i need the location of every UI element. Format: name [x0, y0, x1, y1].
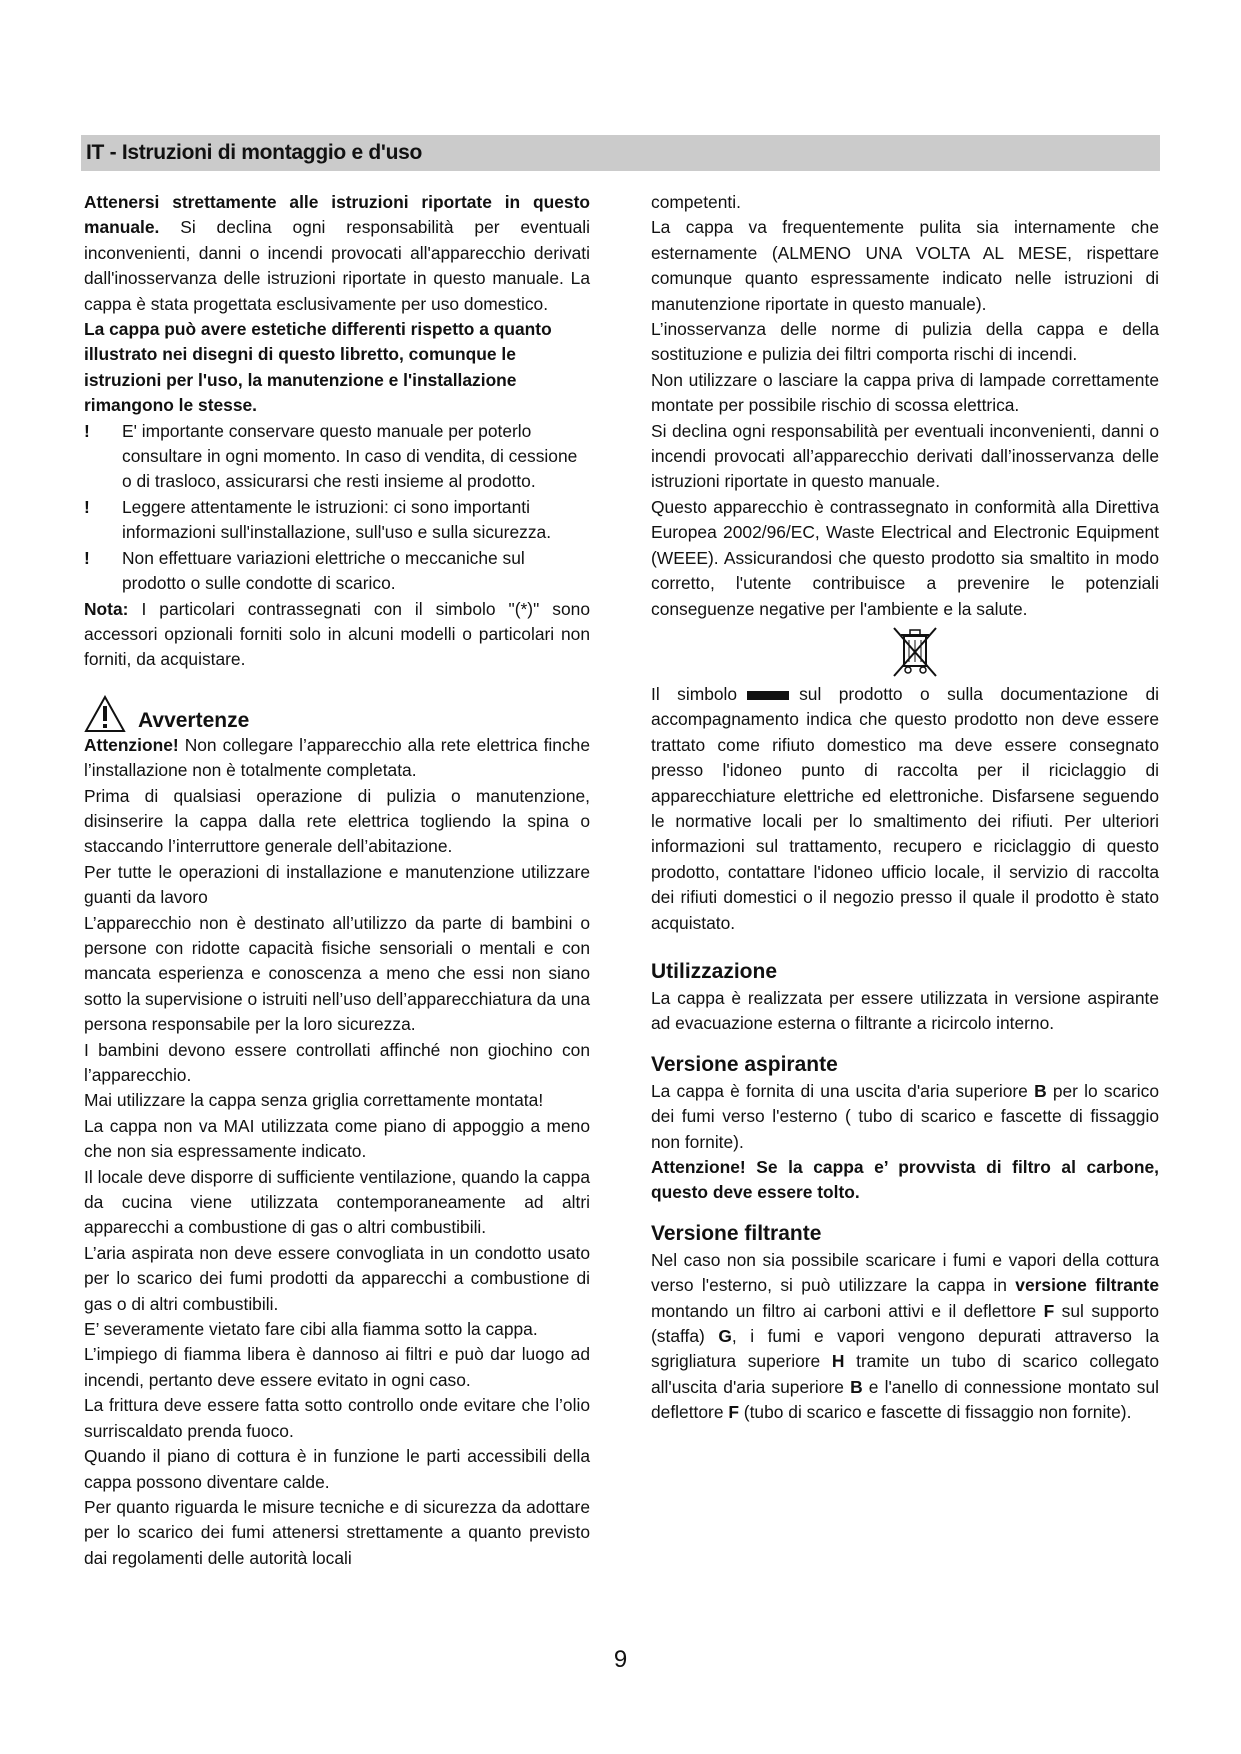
exclamation-icon: ! [84, 496, 90, 517]
filtrante-text-4: , i fumi e vapori vengono depurati attraverso la sgrigliatura superiore [651, 1326, 1160, 1372]
warning-title: Avvertenze [138, 708, 250, 732]
warning-item: L’aria aspirata non deve essere convogliata in un condotto usato per lo scarico dei fumi prodotti da apparecchi a combustione di gas o di altri combustibili. [84, 1242, 590, 1314]
filtrante-title: Versione filtrante [651, 1221, 822, 1245]
attention-text: Non collegare l’apparecchio alla rete elettrica finche l’installazione non è totalmente completata. [84, 734, 590, 781]
right-paragraph: Questo apparecchio è contrassegnato in conformità alla Direttiva Europea 2002/96/EC, Waste Electrical and Electronic Equipment (WEEE). Assicurandosi che questo prodotto sia smaltito in modo corretto, l'utente contribuisce a prevenire le potenziali conseguenze negative per l'ambiente e la salute. [651, 496, 1159, 619]
attention-label: Attenzione! [84, 734, 179, 755]
filtrante-text-3: sul supporto (staffa) [651, 1300, 1159, 1347]
aesthetic-note: La cappa può avere estetiche differenti rispetto a quanto illustrato nei disegni di questo libretto, comunque le istruzioni per l'uso, la manutenzione e l'installazione rimangono le stesse. [84, 319, 552, 416]
warning-item: L’apparecchio non è destinato all’utilizzo da parte di bambini o persone con ridotte capacità fisiche sensoriali o mentali e con mancata esperienza e conoscenza a meno che essi non siano sotto la supervisione o istruiti nell’uso dell’apparecchiatura da una persona responsabile per la loro sicurezza. [84, 912, 590, 1035]
usage-title: Utilizzazione [651, 959, 778, 983]
symbol-paragraph [651, 682, 1159, 936]
label-f: F [728, 1402, 739, 1423]
warning-item: Per quanto riguarda le misure tecniche e di sicurezza da adottare per lo scarico dei fumi attenersi strettamente a quanto previsto dai regolamenti delle autorità locali [84, 1496, 590, 1568]
continuation-text: competenti. [651, 192, 741, 212]
filtrante-text-6: e l'anello di connessione montato sul deflettore [651, 1376, 1159, 1423]
bullet-item [84, 419, 590, 495]
label-b: B [850, 1376, 863, 1397]
attention-paragraph [84, 733, 590, 784]
filtrante-text-1: Nel caso non sia possibile scaricare i fumi e vapori della cottura verso l'esterno, si può utilizzare la cappa in [651, 1249, 1159, 1296]
bullet-item [84, 546, 590, 597]
warning-item: E’ severamente vietato fare cibi alla fiamma sotto la cappa. [84, 1319, 538, 1340]
filtrante-text [651, 1248, 1159, 1426]
right-paragraph: L’inosservanza delle norme di pulizia della cappa e della sostituzione e pulizia dei filtri comporta rischi di incendi. [651, 319, 1159, 365]
warning-item: Quando il piano di cottura è in funzione le parti accessibili della cappa possono diventare calde. [84, 1446, 590, 1492]
aspirante-text-1: La cappa è fornita di una uscita d'aria superiore [651, 1080, 1035, 1101]
label-versione-filtrante: versione filtrante [1015, 1275, 1159, 1296]
warning-item: La cappa non va MAI utilizzata come piano di appoggio a meno che non sia espressamente indicato. [84, 1115, 590, 1162]
right-paragraph: Si declina ogni responsabilità per eventuali inconvenienti, danni o incendi provocati all’apparecchio derivati dall’inosservanza delle istruzioni riportate in questo manuale. [651, 420, 1159, 492]
warning-item: Mai utilizzare la cappa senza griglia correttamente montata! [84, 1090, 544, 1111]
exclamation-icon: ! [84, 420, 90, 441]
right-column [651, 190, 1159, 1426]
intro-bold: Attenersi strettamente alle istruzioni riportate in questo manuale. [84, 192, 590, 238]
page-number: 9 [613, 1646, 628, 1673]
usage-text: La cappa è realizzata per essere utilizzata in versione aspirante ad evacuazione esterna o filtrante a ricircolo interno. [651, 987, 1159, 1034]
bullet-item [84, 495, 590, 546]
black-bar-icon [747, 691, 789, 700]
crossed-bin-icon [890, 626, 940, 680]
bullet-text: E' importante conservare questo manuale per poterlo consultare in ogni momento. In caso di vendita, di cessione o di trasloco, assicurarsi che resti insieme al prodotto. [122, 420, 578, 492]
aspirante-attention: Attenzione! Se la cappa e’ provvista di filtro al carbone, questo deve essere tolto. [651, 1157, 1159, 1203]
nota-text: I particolari contrassegnati con il simbolo "(*)" sono accessori opzionali forniti solo in alcuni modelli o particolari non forniti, da acquistare. [84, 598, 590, 670]
left-column [84, 190, 590, 1571]
warning-item: I bambini devono essere controllati affinché non giochino con l’apparecchio. [84, 1039, 590, 1085]
aspirante-text-2: per lo scarico dei fumi verso l'esterno ( tubo di scarico e fascette di fissaggio non fornite). [651, 1080, 1159, 1152]
warning-item: Per tutte le operazioni di installazione e manutenzione utilizzare guanti da lavoro [84, 861, 590, 908]
right-paragraph: Non utilizzare o lasciare la cappa priva di lampade correttamente montate per possibile rischio di scossa elettrica. [651, 369, 1159, 416]
warning-item: La frittura deve essere fatta sotto controllo onde evitare che l’olio surriscaldato prenda fuoco. [84, 1395, 590, 1441]
filtrante-text-7: (tubo di scarico e fascette di fissaggio non fornite). [738, 1402, 1132, 1423]
aspirante-title: Versione aspirante [651, 1052, 838, 1076]
exclamation-icon: ! [84, 547, 90, 568]
warning-item: L’impiego di fiamma libera è dannoso ai filtri e può dar luogo ad incendi, pertanto deve essere evitato in ogni caso. [84, 1344, 590, 1390]
filtrante-text-2: montando un filtro ai carboni attivi e il deflettore [651, 1300, 1044, 1321]
section-header [81, 135, 1160, 171]
warning-heading [84, 685, 590, 733]
nota-label: Nota: [84, 598, 129, 619]
label-h: H [831, 1351, 845, 1372]
weee-symbol [651, 626, 1159, 682]
warning-triangle-icon [84, 695, 126, 733]
symbol-text-after: sul prodotto o sulla documentazione di accompagnamento indica che questo prodotto non deve essere trattato come rifiuto domestico ma deve essere consegnato presso l'idoneo punto di raccolta per il riciclaggio di apparecchiature elettriche ed elettroniche. Disfarsene seguendo le normative locali per lo smaltimento dei rifiuti. Per ulteriori informazioni sul trattamento, recupero e riciclaggio di questo prodotto, contattare l'idoneo ufficio locale, il servizio di raccolta dei rifiuti domestici o il negozio presso il quale il prodotto è stato acquistato. [651, 683, 1159, 933]
page-title: IT - Istruzioni di montaggio e d'uso [86, 141, 423, 164]
intro-paragraph [84, 190, 590, 317]
bullet-text: Leggere attentamente le istruzioni: ci sono importanti informazioni sull'installazione, sull'uso e sulla sicurezza. [122, 496, 552, 543]
aspirante-text [651, 1079, 1159, 1155]
filtrante-text-5: tramite un tubo di scarico collegato all'uscita d'aria superiore [651, 1351, 1159, 1397]
warning-item: Il locale deve disporre di sufficiente ventilazione, quando la cappa da cucina viene utilizzata contemporaneamente ad altri apparecchi a combustione di gas o altri combustibili. [84, 1166, 590, 1238]
right-paragraph: La cappa va frequentemente pulita sia internamente che esternamente (ALMENO UNA VOLTA AL MESE, rispettare comunque quanto espressamente indicato nelle istruzioni di manutenzione riportate in questo manuale). [651, 217, 1159, 314]
label-b: B [1034, 1080, 1047, 1101]
nota-paragraph [84, 597, 590, 673]
bullet-text: Non effettuare variazioni elettriche o meccaniche sul prodotto o sulle condotte di scarico. [122, 547, 525, 594]
warning-item: Prima di qualsiasi operazione di pulizia o manutenzione, disinserire la cappa dalla rete elettrica togliendo la spina o staccando l’interruttore generale dell’abitazione. [84, 785, 590, 857]
label-g: G [718, 1326, 732, 1347]
label-f: F [1043, 1300, 1055, 1321]
symbol-text-before: Il simbolo [651, 683, 738, 704]
intro-text: Si declina ogni responsabilità per eventuali inconvenienti, danni o incendi provocati all'apparecchio derivati dall'inosservanza delle istruzioni riportate in questo manuale. La cappa è stata progettata esclusivamente per uso domestico. [84, 217, 590, 314]
